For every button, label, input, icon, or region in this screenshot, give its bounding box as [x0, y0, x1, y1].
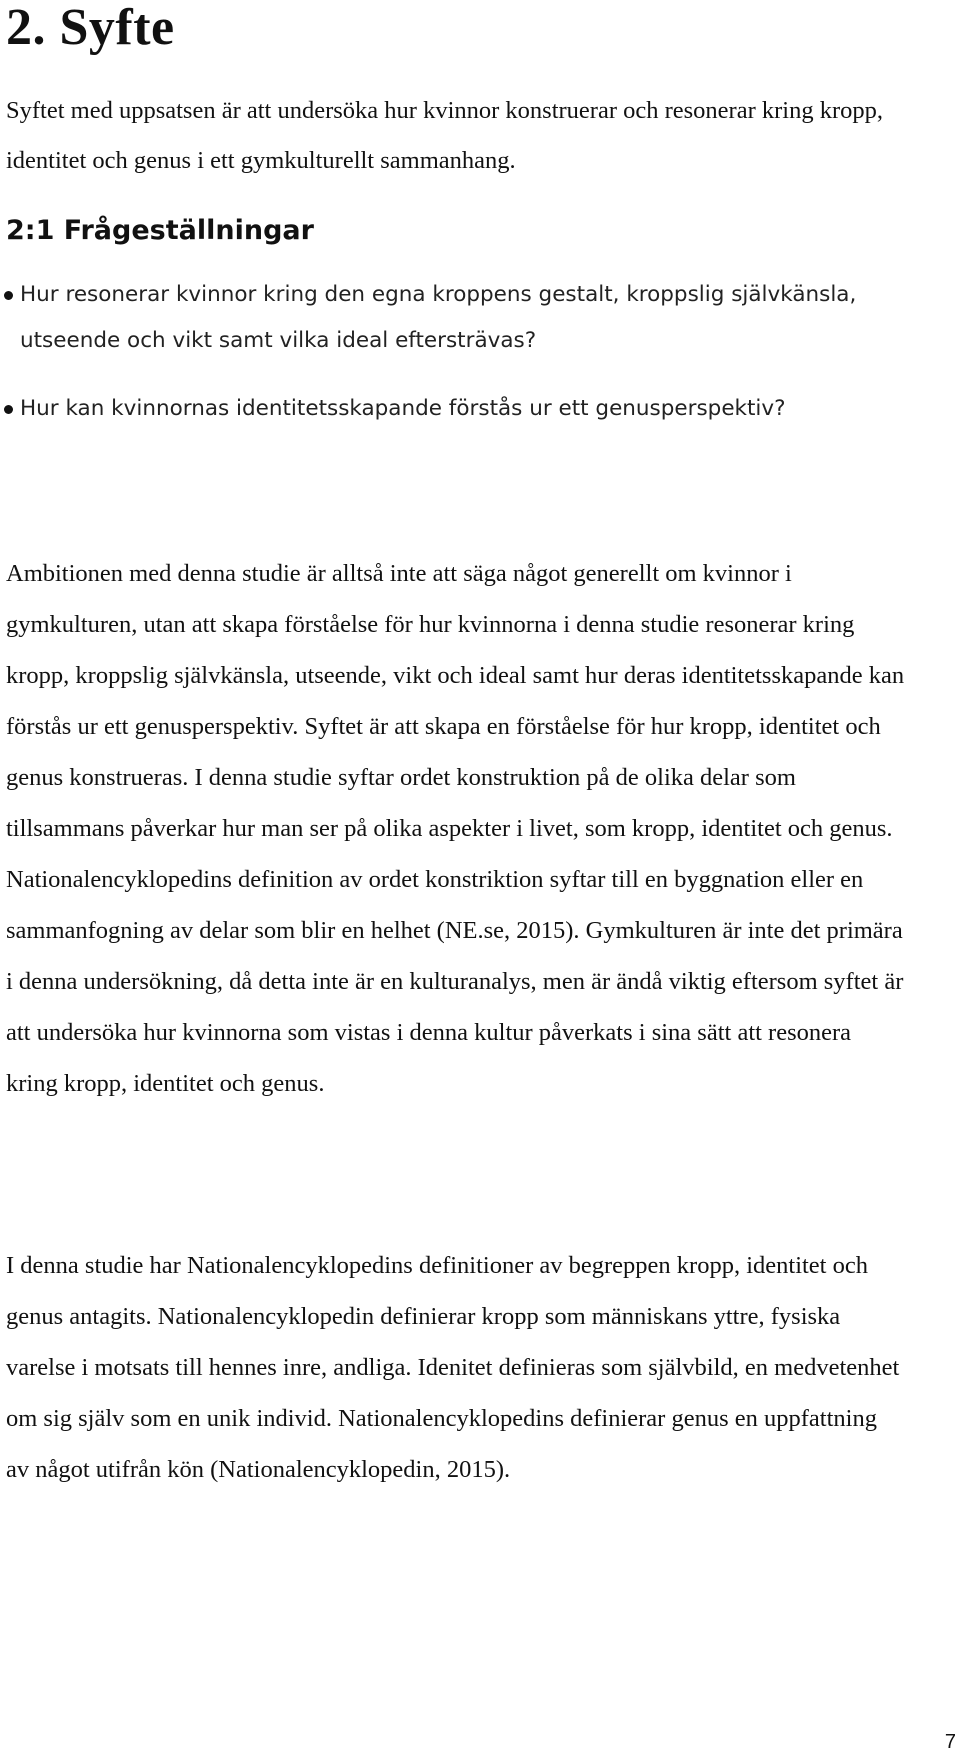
body-paragraph: I denna studie har Nationalencyklopedins definitioner av begreppen kropp, identitet och genus antagits. Nationalencyklopedin definierar kropp som människans yttre, fysiska varelse i motsats till hennes inre, andliga. Idenitet definieras som självbild, en medvetenhet om sig själv som en unik individ. Nationalencyklopedins definierar genus en uppfattning av något utifrån kön (Nationalencyklopedin, 2015). [6, 1252, 900, 1483]
purpose-paragraph: Syftet med uppsatsen är att undersöka hur kvinnor konstruerar och resonerar kring kropp, identitet och genus i ett gymkulturellt sammanhang. [6, 97, 883, 174]
section-heading: 2. Syfte [6, 0, 175, 56]
bullet-icon [4, 291, 13, 300]
bullet-icon [4, 405, 13, 414]
research-questions-list [0, 272, 940, 432]
page-number: 7 [944, 1731, 956, 1753]
body-paragraph: Ambitionen med denna studie är alltså inte att säga något generellt om kvinnor i gymkulturen, utan att skapa förståelse för hur kvinnorna i denna studie resonerar kring kropp, kroppslig självkänsla, utseende, vikt och ideal samt hur deras identitetsskapande kan förstås ur ett genusperspektiv. Syftet är att skapa en förståelse för hur kropp, identitet och genus konstrueras. I denna studie syftar ordet konstruktion på de olika delar som tillsammans påverkar hur man ser på olika aspekter i livet, som kropp, identitet och genus. Nationalencyklopedins definition av ordet konstriktion syftar till en byggnation eller en sammanfogning av delar som blir en helhet (NE.se, 2015). Gymkulturen är inte det primära i denna undersökning, då detta inte är en kulturanalys, men är ändå viktig eftersom syftet är att undersöka hur kvinnorna som vistas i denna kultur påverkats i sina sätt att resonera kring kropp, identitet och genus. [6, 560, 905, 1097]
research-question-text: Hur kan kvinnornas identitetsskapande förstås ur ett genusperspektiv? [20, 396, 786, 421]
research-question-text: Hur resonerar kvinnor kring den egna kroppens gestalt, kroppslig självkänsla, utseende och vikt samt vilka ideal eftersträvas? [20, 282, 857, 353]
research-question-item [0, 386, 940, 432]
research-question-item [0, 272, 940, 364]
subsection-heading: 2:1 Frågeställningar [6, 215, 314, 246]
